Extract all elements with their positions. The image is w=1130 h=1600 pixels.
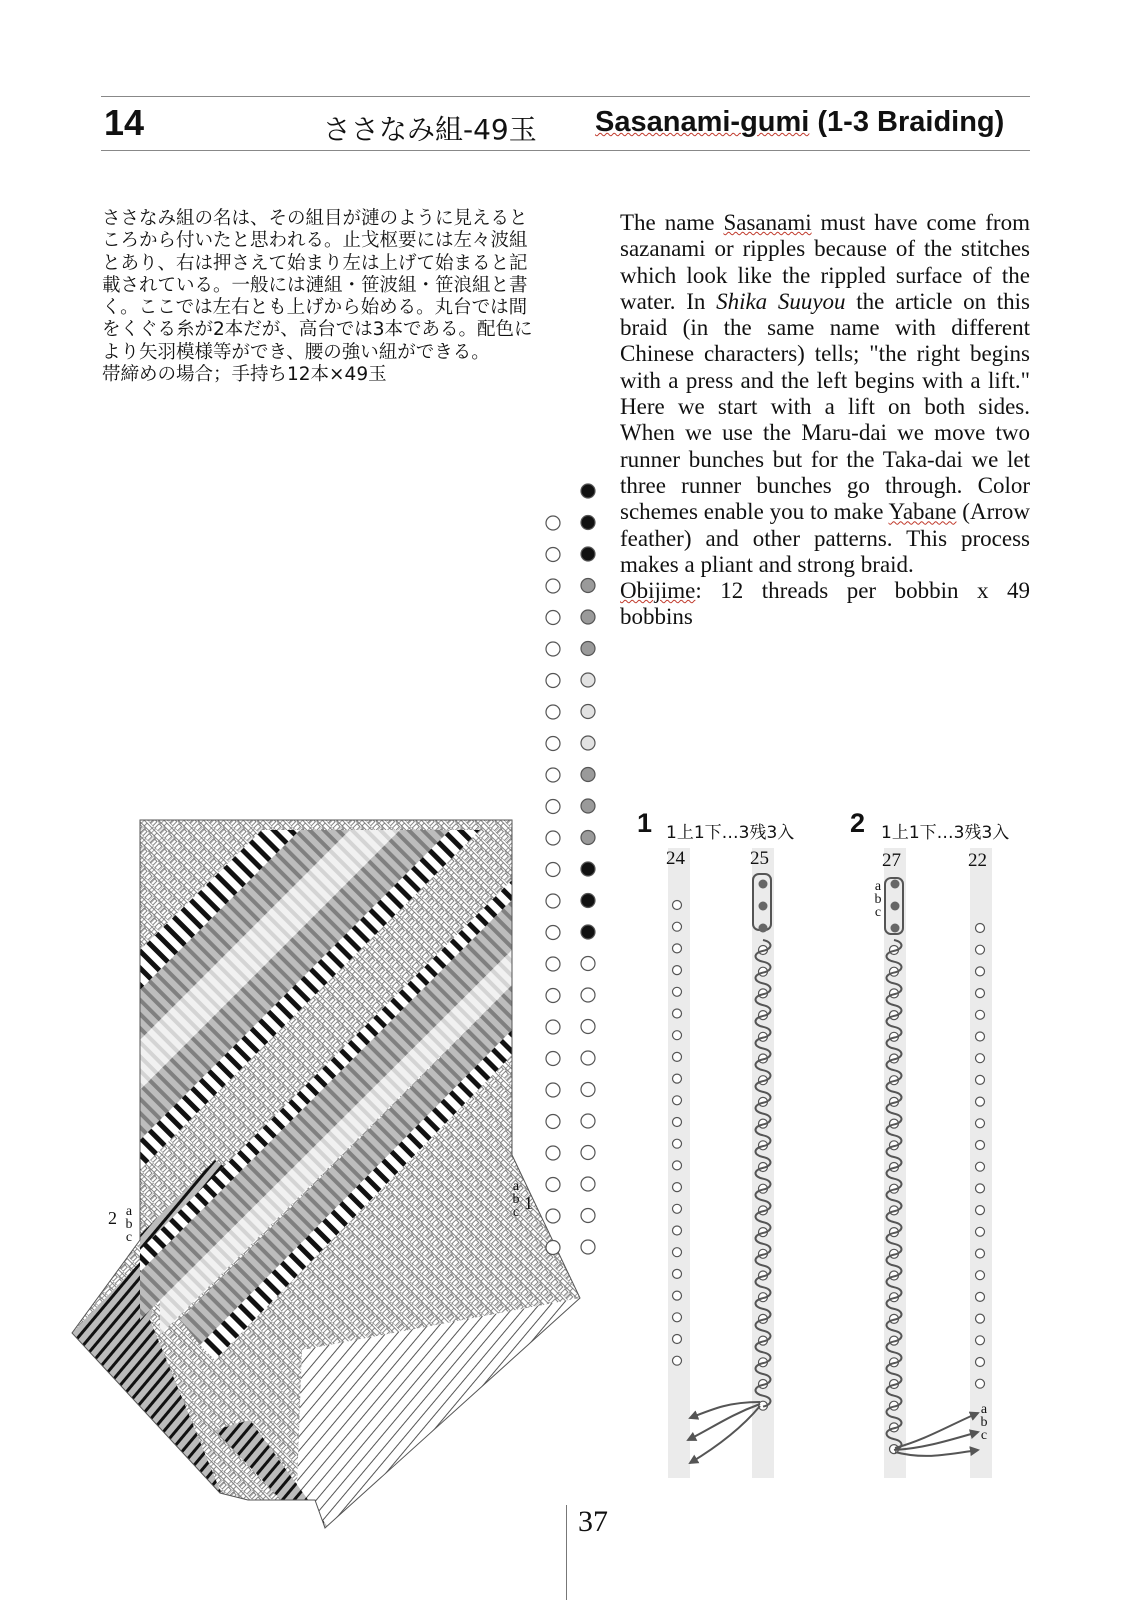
braid-marker-2-number: 2: [108, 1208, 117, 1228]
bobbin-left-12: [546, 863, 560, 877]
bobbin-left-13: [546, 894, 560, 908]
abc-b: b: [874, 892, 882, 907]
abc-a: a: [512, 1179, 520, 1194]
bobbin-right-22: [581, 1146, 595, 1160]
bobbin-left-6: [546, 674, 560, 688]
step2-runner-a: [891, 880, 900, 889]
bobbin-left-7: [546, 705, 560, 719]
abc-a: a: [980, 1402, 988, 1417]
bobbin-right-13: [581, 862, 595, 876]
abc-a: a: [874, 879, 882, 894]
step2-instruction: 1上1下…3残3入: [881, 823, 1010, 843]
step2-right-bobbin-1: [976, 924, 985, 933]
bobbin-left-17: [546, 1020, 560, 1034]
step2-right-bobbin-20: [976, 1336, 985, 1345]
bobbin-left-11: [546, 831, 560, 845]
step2-right-bobbin-2: [976, 945, 985, 954]
step2-right-bobbin-16: [976, 1249, 985, 1258]
bobbin-right-20: [581, 1083, 595, 1097]
bobbin-left-1: [546, 516, 560, 530]
abc-c: c: [980, 1428, 988, 1443]
bobbin-right-25: [581, 1240, 595, 1254]
bobbin-right-19: [581, 1051, 595, 1065]
bobbin-left-20: [546, 1115, 560, 1129]
step1-runner-c: [759, 924, 768, 933]
step2-right-bobbin-21: [976, 1358, 985, 1367]
bobbin-left-24: [546, 1241, 560, 1255]
bobbin-right-12: [581, 831, 595, 845]
braid-illustration: [60, 810, 600, 1540]
bobbin-left-22: [546, 1178, 560, 1192]
bobbin-right-6: [581, 642, 595, 656]
braid-marker-2-abc: [123, 1205, 135, 1244]
step1-left-bobbin-17: [673, 1248, 682, 1257]
step1-left-bobbin-10: [673, 1096, 682, 1105]
bobbin-left-15: [546, 957, 560, 971]
bobbin-left-18: [546, 1052, 560, 1066]
step1-left-bobbin-13: [673, 1161, 682, 1170]
step1-instruction: 1上1下…3残3入: [666, 823, 795, 843]
step2-right-bobbin-5: [976, 1010, 985, 1019]
en-term-sasanami: Sasanami: [723, 210, 812, 235]
step2-left-count: 27: [882, 850, 901, 871]
bobbin-right-15: [581, 925, 595, 939]
bobbin-right-23: [581, 1177, 595, 1191]
abc-b: b: [125, 1217, 133, 1232]
bobbin-right-18: [581, 1020, 595, 1034]
step2-right-bobbin-10: [976, 1119, 985, 1128]
bobbin-left-4: [546, 611, 560, 625]
step1-left-bobbin-14: [673, 1183, 682, 1192]
bobbin-right-2: [581, 516, 595, 530]
step2-runner-c: [891, 924, 900, 933]
bobbin-right-9: [581, 736, 595, 750]
step1-right-count: 25: [750, 848, 769, 869]
step2-right-bobbin-17: [976, 1271, 985, 1280]
bobbin-left-19: [546, 1083, 560, 1097]
bobbin-left-16: [546, 989, 560, 1003]
en-materials-text: : 12 threads per bobbin x 49 bobbins: [620, 578, 1030, 630]
step2-runner-b: [891, 902, 900, 911]
step1-left-bobbin-5: [673, 987, 682, 996]
bobbin-left-5: [546, 642, 560, 656]
bobbin-left-21: [546, 1146, 560, 1160]
step1-left-bobbin-4: [673, 966, 682, 975]
bobbin-right-17: [581, 988, 595, 1002]
bobbin-right-4: [581, 579, 595, 593]
abc-c: c: [512, 1205, 520, 1220]
abc-c: c: [874, 905, 882, 920]
step2-right-bobbin-6: [976, 1032, 985, 1041]
abc-b: b: [512, 1192, 520, 1207]
step2-right-bobbin-7: [976, 1054, 985, 1063]
step1-left-bobbin-1: [673, 901, 682, 910]
step2-right-bobbin-4: [976, 989, 985, 998]
bobbin-left-14: [546, 926, 560, 940]
step2-number: 2: [850, 808, 866, 838]
abc-b: b: [980, 1415, 988, 1430]
step1-left-count: 24: [666, 848, 685, 869]
step1-arrow-2: [688, 1404, 760, 1440]
step2-right-bobbin-12: [976, 1162, 985, 1171]
en-text-2: must have come from sazanami or ripples because of the stitches which look like the rippled surface of the water. In: [620, 210, 1030, 314]
step1-left-bobbin-12: [673, 1139, 682, 1148]
step2-right-bobbin-13: [976, 1184, 985, 1193]
step1-left-bobbin-7: [673, 1031, 682, 1040]
step1-left-bobbin-3: [673, 944, 682, 953]
page-divider: [566, 1505, 567, 1600]
bobbin-column-left: [546, 516, 560, 1255]
bobbin-left-3: [546, 579, 560, 593]
step1-number: 1: [637, 808, 653, 838]
step2-right-count: 22: [968, 850, 987, 871]
step2-right-bobbin-22: [976, 1379, 985, 1388]
step1-left-bobbin-8: [673, 1052, 682, 1061]
en-term-shika-suuyou: Shika Suuyou: [716, 288, 846, 314]
step1-left-bobbin-15: [673, 1204, 682, 1213]
bobbin-column-right: [581, 484, 595, 1254]
step1-left-bobbin-6: [673, 1009, 682, 1018]
japanese-materials: 帯締めの場合；手持ち12本×49玉: [102, 364, 387, 386]
bobbin-left-23: [546, 1209, 560, 1223]
step1-left-bobbin-18: [673, 1269, 682, 1278]
step1-runner-b: [759, 902, 768, 911]
en-text-1: The name: [620, 210, 724, 235]
step2-right-bobbin-19: [976, 1314, 985, 1323]
bobbin-right-24: [581, 1209, 595, 1223]
bobbin-right-21: [581, 1114, 595, 1128]
en-term-yabane: Yabane: [888, 499, 957, 525]
step2-right-bobbin-14: [976, 1206, 985, 1215]
step1-left-bobbin-2: [673, 922, 682, 931]
step1-left-bobbin-16: [673, 1226, 682, 1235]
bobbin-right-7: [581, 673, 595, 687]
bobbin-right-3: [581, 547, 595, 561]
step2-runner-abc-top: [872, 880, 884, 919]
step2-arrow-2: [895, 1432, 978, 1450]
en-term-obijime: Obijime: [620, 578, 696, 604]
bobbin-left-2: [546, 548, 560, 562]
step1-runner-a: [759, 880, 768, 889]
page-number: 37: [578, 1505, 608, 1538]
bobbin-left-8: [546, 737, 560, 751]
bobbin-right-14: [581, 894, 595, 908]
japanese-paragraph: ささなみ組の名は、その組目が漣のように見えるところから付いたと思われる。止戈枢要には左々波組とあり、右は押さえて始まり左は上げて始まると記載されている。一般には漣組・笹波組・笹浪組と書く。ここでは左右とも上げから始める。丸台では間をくぐる糸が2本だが、高台では3本である。配色により矢羽模様等ができ、腰の強い紐ができる。: [102, 208, 533, 363]
bobbin-right-11: [581, 799, 595, 813]
step2-right-bobbin-18: [976, 1292, 985, 1301]
bobbin-right-5: [581, 610, 595, 624]
step2-runner-abc-bottom: [978, 1403, 990, 1442]
bobbin-right-10: [581, 768, 595, 782]
step1-left-bobbin-22: [673, 1356, 682, 1365]
title-english-name: Sasanami-gumi: [595, 106, 810, 138]
abc-c: c: [125, 1230, 133, 1245]
step2-right-bobbin-11: [976, 1141, 985, 1150]
step1-left-bobbin-20: [673, 1313, 682, 1322]
en-text-3: the article on this braid (in the same name with different Chinese characters) tells; "the right begins with a press and the left begins with a lift." Here we start with a lift on both sides. When we use the Maru-dai we move two runner bunches but for the Taka-dai we let three runner bunches go through. Color schemes enable you to make: [620, 288, 1031, 525]
bobbin-left-9: [546, 768, 560, 782]
en-text-4: (Arrow feather) and other patterns. This process makes a pliant and strong braid.: [620, 499, 1030, 577]
bobbin-right-1: [581, 484, 595, 498]
braid-marker-1-abc: [510, 1180, 522, 1219]
step2-arrow-3: [895, 1450, 978, 1456]
bobbin-right-8: [581, 705, 595, 719]
bobbin-left-10: [546, 800, 560, 814]
step1-arrow-1: [690, 1402, 760, 1418]
braid-marker-1-number: 1: [524, 1193, 533, 1213]
step2-right-bobbin-8: [976, 1075, 985, 1084]
chapter-number: 14: [104, 102, 145, 143]
title-japanese: ささなみ組-49玉: [323, 113, 537, 146]
abc-a: a: [125, 1204, 133, 1219]
title-english-suffix: (1-3 Braiding): [809, 106, 1005, 138]
step1-left-bobbin-21: [673, 1335, 682, 1344]
step1-left-bobbin-19: [673, 1291, 682, 1300]
step1-left-bobbin-9: [673, 1074, 682, 1083]
step2-right-bobbin-15: [976, 1227, 985, 1236]
step1-left-bobbin-11: [673, 1118, 682, 1127]
step2-right-bobbin-9: [976, 1097, 985, 1106]
step2-right-bobbin-3: [976, 967, 985, 976]
bobbin-right-16: [581, 957, 595, 971]
